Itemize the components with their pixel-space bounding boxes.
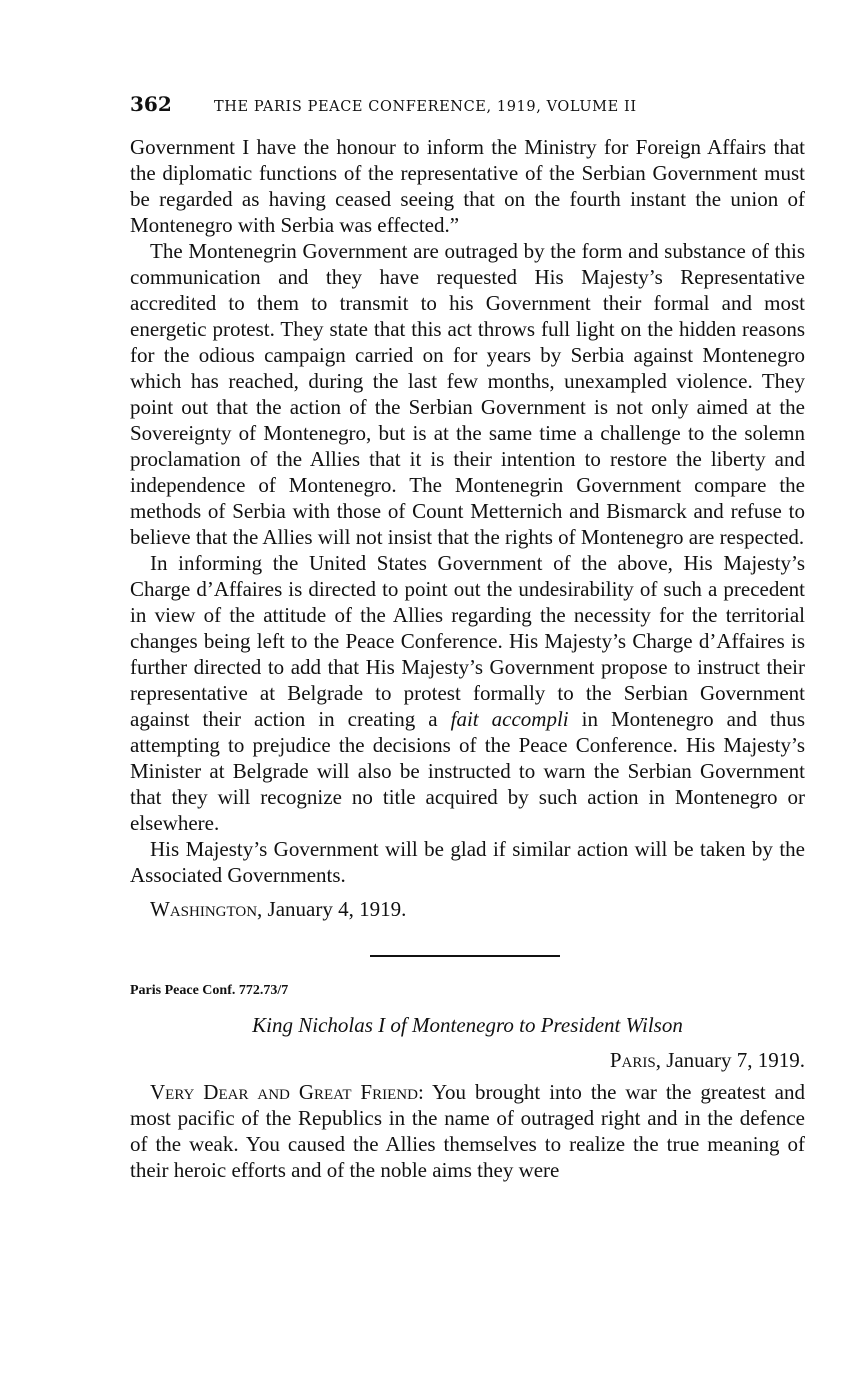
dateline-place: Washington — [150, 897, 258, 921]
letter-opening-paragraph — [130, 1079, 805, 1183]
paragraph-text-part: In informing the United States Government of the above, His Majesty’s Charge d’Affaires is directed to point out the undesirability of such a precedent in view of the attitude of the Allies regarding the necessity for the territorial changes being left to the Peace Conference. His Majesty’s Charge d’Affaires is further directed to add that His Majesty’s Government propose to instruct their representative at Belgrade to protest formally to the Serbian Government against their action in creating a — [130, 551, 805, 731]
document-date-place: Paris — [609, 1048, 656, 1072]
dateline — [130, 896, 805, 922]
paragraph-associated-governments: His Majesty’s Government will be glad if similar action will be taken by the Associated Governments. — [130, 837, 805, 887]
document-date-text: , January 7, 1919. — [655, 1048, 805, 1072]
document-date — [130, 1048, 805, 1073]
paragraph-montenegrin-protest: The Montenegrin Government are outraged by the form and substance of this communication and they have requested His Majesty’s Representative accredited to them to transmit to his Government their formal and most energetic protest. They state that this act throws full light on the hidden reasons for the odious campaign carried on for years by Serbia against Montenegro which has reached, during the last few months, unexampled violence. They point out that the action of the Serbian Government is not only aimed at the Sovereignty of Montenegro, but is at the same time a challenge to the solemn proclamation of the Allies that it is their intention to restore the liberty and independence of Montenegro. The Montenegrin Government compare the methods of Serbia with those of Count Metternich and Bismarck and refuse to believe that the Allies will not insist that the rights of Montenegro are respected. — [130, 239, 805, 549]
paragraph-continuation: Government I have the honour to inform the Ministry for Foreign Affairs that the diplomatic functions of the representative of the Serbian Government must be regarded as having ceased seeing that on the fourth instant the union of Montenegro with Serbia was effected.” — [130, 135, 805, 237]
page-number: 362 — [130, 92, 172, 116]
document-heading: King Nicholas I of Montenegro to President Wilson — [252, 1013, 683, 1037]
paragraph-text-part: in Montenegro and thus attempting to prejudice the decisions of the Peace Conference. His Majesty’s Minister at Belgrade will also be instructed to warn the Serbian Government that they will recognize no title acquired by such action in Montenegro or elsewhere. — [130, 707, 805, 835]
italic-phrase: fait accompli — [450, 707, 569, 731]
running-header — [130, 92, 805, 116]
dateline-date: , January 4, 1919. — [257, 897, 407, 921]
letter-text: You brought into the war the greatest and most pacific of the Republics in the name of outraged right and in the defence of the weak. You caused the Allies themselves to realize the true meaning of their heroic efforts and of the noble aims they were — [130, 1080, 805, 1182]
salutation: Very Dear and Great Friend — [150, 1080, 418, 1104]
document-page — [130, 92, 805, 1183]
section-divider — [370, 955, 560, 957]
salutation-colon: : — [417, 1080, 432, 1104]
file-reference: Paris Peace Conf. 772.73/7 — [130, 983, 289, 998]
paragraph-charge-daffaires — [130, 550, 805, 836]
running-title: THE PARIS PEACE CONFERENCE, 1919, VOLUME II — [214, 99, 637, 115]
